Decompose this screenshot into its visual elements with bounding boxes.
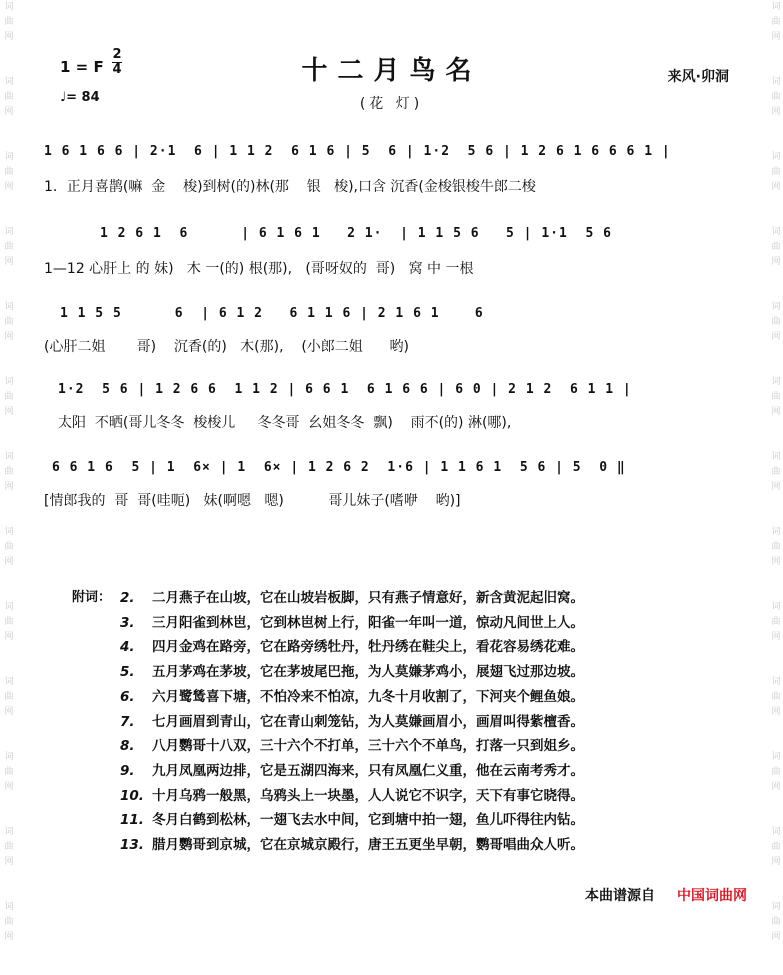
meter-top: 2 <box>112 47 122 62</box>
footer-label: 本曲谱源自 <box>585 888 655 904</box>
song-source: 来风·卯洞 <box>667 69 729 85</box>
side-watermark-left: 词 曲 网 词 曲 网 词 曲 网 词 曲 网 词 曲 网 词 曲 网 词 曲 网 词 曲 网 词 曲 网 词 曲 网 词 曲 网 词 曲 网 词 曲 网 <box>4 2 14 942</box>
score-notes-row-4: 1·2 5 6 | 1 2 6 6 1 1 2 | 6 6 1 6 1 6 6 | 6 0 | 2 1 2 6 1 1 | <box>58 382 632 397</box>
song-title: 十二月鸟名 <box>301 56 482 86</box>
verse-line <box>120 586 584 606</box>
footer-brand-link[interactable]: 中国词曲网 <box>677 888 747 904</box>
verse-text: 四月金鸡在路旁，它在路旁绣牡丹，牡丹绣在鞋尖上，看花容易绣花难。 <box>152 639 584 656</box>
verse-text: 七月画眉到青山，它在青山刺笼钻，为人莫嫌画眉小，画眉叫得紫檀香。 <box>152 713 584 730</box>
song-genre: (花 灯) <box>359 96 424 112</box>
side-watermark-right: 词 曲 网 词 曲 网 词 曲 网 词 曲 网 词 曲 网 词 曲 网 词 曲 网 词 曲 网 词 曲 网 词 曲 网 词 曲 网 词 曲 网 词 曲 网 <box>771 2 781 942</box>
verse-number: 4. <box>120 639 135 656</box>
verses-label: 附词： <box>72 590 112 605</box>
verse-number: 5. <box>120 664 135 681</box>
score-notes-row-2: 1 2 6 1 6 | 6 1 6 1 2 1· | 1 1 5 6 5 | 1·1 5 6 <box>100 226 612 241</box>
tempo-marking: ♩= 84 <box>60 90 100 105</box>
verse-number: 10. <box>120 787 144 804</box>
meter-bottom: 4 <box>112 62 122 77</box>
verse-line <box>120 611 584 631</box>
score-notes-row-3: 1 1 5 5 6 | 6 1 2 6 1 1 6 | 2 1 6 1 6 <box>60 306 484 321</box>
verse-number: 9. <box>120 762 135 779</box>
verse-number: 11. <box>120 812 144 829</box>
verse-line <box>120 710 584 730</box>
score-lyrics-row-3: (心肝二姐 哥) 沉香(的) 木(那), (小郎二姐 哟) <box>44 339 409 355</box>
verse-text: 十月乌鸦一般黑，乌鸦头上一块墨，人人说它不识字，天下有事它晓得。 <box>152 787 584 804</box>
verse-text: 二月燕子在山坡，它在山坡岩板脚，只有燕子情意好，新含黄泥起旧窝。 <box>152 590 584 606</box>
verse-text: 腊月鹦哥到京城，它在京城京殿行，唐王五更坐早朝，鹦哥唱曲众人听。 <box>152 837 584 853</box>
verse-line <box>120 635 584 655</box>
verse-text: 八月鹦哥十八双，三十六个不打单，三十六个不单鸟，打落一只到姐乡。 <box>152 738 584 755</box>
verse-number: 7. <box>120 713 135 730</box>
verse-line <box>120 685 584 705</box>
verse-number: 3. <box>120 614 135 631</box>
verse-line <box>120 808 584 828</box>
score-lyrics-row-4: 太阳 不晒(哥儿冬冬 梭梭儿 冬冬哥 幺姐冬冬 飘) 雨不(的) 淋(哪), <box>58 415 512 431</box>
verse-text: 六月鹭鸶喜下塘，不怕冷来不怕凉，九冬十月收割了，下河夹个鲤鱼娘。 <box>152 688 584 705</box>
score-lyrics-row-5: [情郎我的 哥 哥(哇呃) 妹(啊嗯 嗯) 哥儿妹子(嗜咿 哟)] <box>44 493 461 509</box>
footer-credit <box>585 885 747 905</box>
verse-line <box>120 734 584 754</box>
verse-number: 2. <box>120 590 135 606</box>
score-notes-row-1: 1 6 1 6 6 | 2·1 6 | 1 1 2 6 1 6 | 5 6 | 1·2 5 6 | 1 2 6 1 6 6 6 1 | <box>44 144 671 159</box>
verse-number: 13. <box>120 837 144 853</box>
score-notes-row-5: 6 6 1 6 5 | 1 6× | 1 6× | 1 2 6 2 1·6 | 1 1 6 1 5 6 | 5 0 ‖ <box>52 460 626 475</box>
verse-text: 五月茅鸡在茅坡，它在茅坡尾巴拖，为人莫嫌茅鸡小，展翅飞过那边坡。 <box>152 664 584 681</box>
verse-number: 8. <box>120 738 135 755</box>
verse-line <box>120 833 584 853</box>
verse-line <box>120 759 584 779</box>
key-signature: 1 = F <box>60 58 104 76</box>
verse-number: 6. <box>120 688 135 705</box>
verse-text: 九月凤凰两边排，它是五湖四海来，只有凤凰仁义重，他在云南考秀才。 <box>152 762 584 779</box>
verse-text: 三月阳雀到林岜，它到林岜树上行，阳雀一年叫一道，惊动凡间世上人。 <box>152 614 584 631</box>
score-lyrics-row-1: 1．正月喜鹊(嘛 金 梭)到树(的)林(那 银 梭),口含 沉香(金梭银梭牛郎二梭 <box>44 179 536 195</box>
verse-line <box>120 784 584 804</box>
verse-text: 冬月白鹤到松林，一翅飞去水中间，它到塘中拍一翅，鱼儿吓得往内钻。 <box>152 812 584 829</box>
score-lyrics-row-2: 1—12 心肝上 的 妹) 木 一(的) 根(那), (哥呀奴的 哥) 窝 中 一根 <box>44 261 474 277</box>
verse-line <box>120 660 584 680</box>
